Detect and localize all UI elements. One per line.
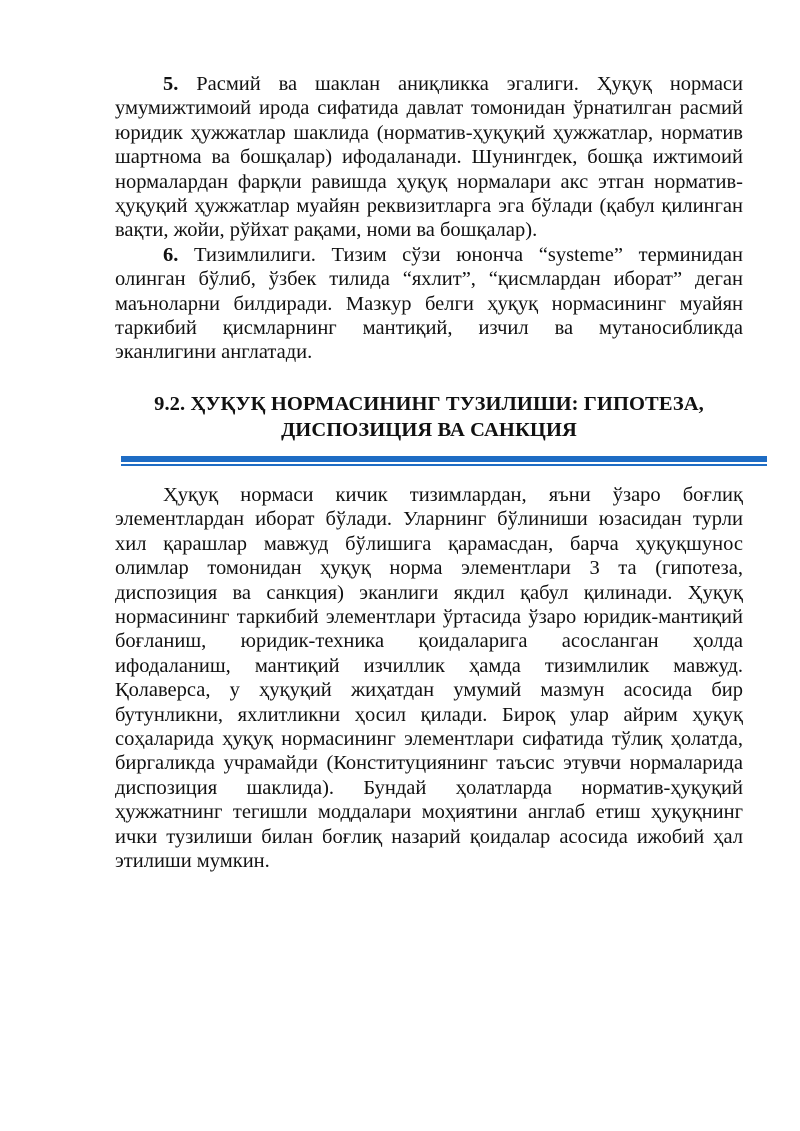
document-page bbox=[115, 72, 743, 873]
body-paragraph: Ҳуқуқ нормаси кичик тизимлардан, яъни ўзаро боғлиқ элементлардан иборат бўлади. Уларнинг бўлиниши юзасидан турли хил қарашлар мавжуд бўлишига қарамасдан, барча ҳуқуқшунос олимлар томонидан ҳуқуқ норма элементлари 3 та (гипотеза, диспозиция ва санкция) эканлиги якдил қабул қилинади. Ҳуқуқ нормасининг таркибий элементлари ўртасида ўзаро юридик-мантиқий боғланиш, юридик-техника қоидаларига асосланган ҳолда ифодаланиш, мантиқий изчиллик ҳамда тизимлилик мавжуд. Қолаверса, у ҳуқуқий жиҳатдан умумий мазмун асосида бир бутунликни, яхлитликни ҳосил қилади. Бироқ улар айрим ҳуқуқ соҳаларида ҳуқуқ нормасининг элементлари сифатида тўлиқ ҳолатда, биргаликда учрамайди (Конституциянинг таъсис этувчи нормаларида диспозиция шаклида). Бундай ҳолатларда норматив-ҳуқуқий ҳужжатнинг тегишли моддалари моҳиятини англаб етиш ҳуқуқнинг ички тузилиши билан боғлиқ назарий қоидалар асосида ижобий ҳал этилиши мумкин. bbox=[115, 483, 743, 872]
paragraph-item-6 bbox=[115, 243, 743, 365]
section-heading bbox=[115, 391, 743, 443]
item-number: 5. bbox=[163, 73, 179, 95]
paragraph-text: Расмий ва шаклан аниқликка эгалиги. Ҳуқуқ нормаси умумижтимоий ирода сифатида давлат томонидан ўрнатилган расмий юридик ҳужжатлар шаклида (норматив-ҳуқуқий ҳужжатлар, норматив шартнома ва бошқалар) ифодаланади. Шунингдек, бошқа ижтимоий нормалардан фарқли равишда ҳуқуқ нормалари акс этган норматив-ҳуқуқий ҳужжатлар муайян реквизитларга эга бўлади (қабул қилинган вақти, жойи, рўйхат рақами, номи ва бошқалар). bbox=[115, 73, 743, 242]
section-heading-line-2: ДИСПОЗИЦИЯ ВА САНКЦИЯ bbox=[281, 418, 577, 441]
divider-thin-line bbox=[121, 464, 767, 466]
paragraph-item-5 bbox=[115, 72, 743, 243]
item-number: 6. bbox=[163, 243, 179, 266]
section-body bbox=[115, 483, 743, 874]
paragraph-text: Тизимлилиги. Тизим сўзи юнонча “systeme” терминидан олинган бўлиб, ўзбек тилида “яхлит”, “қисмлардан иборат” деган маъноларни билдиради. Мазкур белги ҳуқуқ нормасининг муайян таркибий қисмларнинг мантиқий, изчил ва мутаносибликда эканлигини англатади. bbox=[115, 243, 743, 364]
heading-divider bbox=[121, 456, 767, 469]
section-heading-line-1: 9.2. ҲУҚУҚ НОРМАСИНИНГ ТУЗИЛИШИ: ГИПОТЕЗА, bbox=[154, 392, 704, 415]
divider-thick-line bbox=[121, 456, 767, 462]
